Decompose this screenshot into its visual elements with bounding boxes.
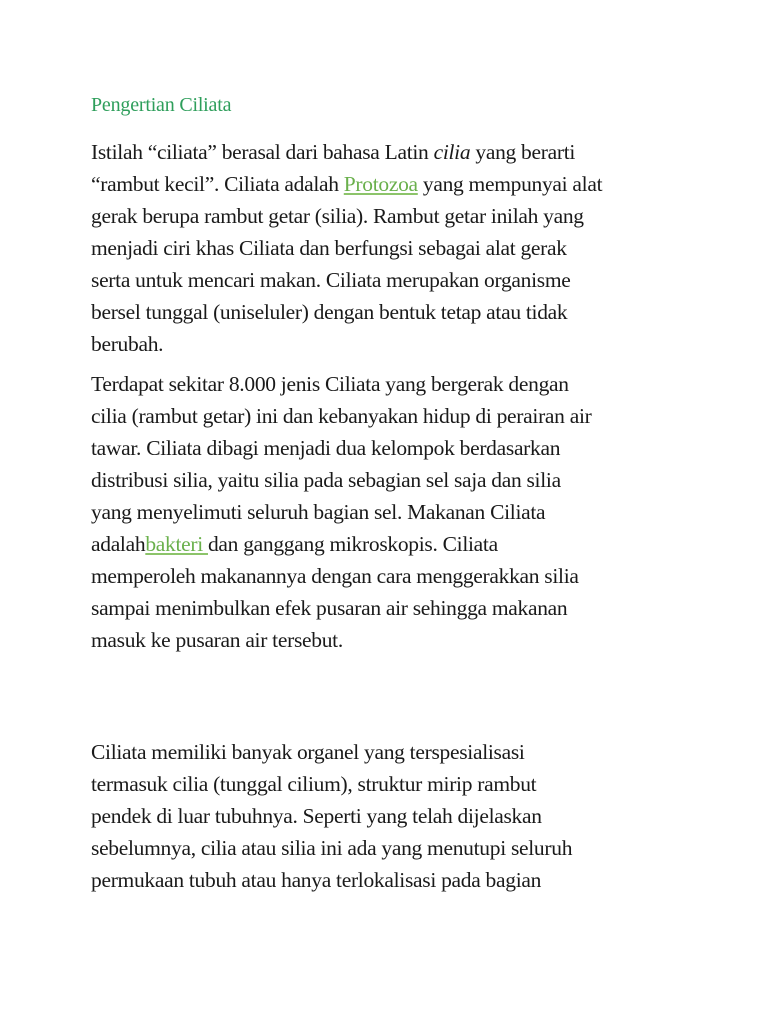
text-line [91, 232, 602, 264]
text-segment: yang menyelimuti seluruh bagian sel. Makanan Ciliata [91, 500, 546, 524]
paragraph-1 [91, 136, 602, 360]
text-segment: menjadi ciri khas Ciliata dan berfungsi sebagai alat gerak [91, 236, 567, 260]
text-segment: dan ganggang mikroskopis. Ciliata [207, 532, 498, 556]
text-segment: adalah [91, 532, 146, 556]
text-line [91, 864, 572, 896]
text-segment: distribusi silia, yaitu silia pada sebagian sel saja dan silia [91, 468, 561, 492]
text-line [91, 592, 591, 624]
text-line [91, 560, 591, 592]
text-line [91, 200, 602, 232]
paragraph-2 [91, 368, 591, 656]
text-segment: sampai menimbulkan efek pusaran air sehingga makanan [91, 596, 568, 620]
text-segment: “rambut kecil”. Ciliata adalah [91, 172, 344, 196]
text-line [91, 432, 591, 464]
text-segment: berubah. [91, 332, 164, 356]
text-segment: masuk ke pusaran air tersebut. [91, 628, 343, 652]
text-line [91, 168, 602, 200]
text-segment: sebelumnya, cilia atau silia ini ada yang menutupi seluruh [91, 836, 573, 860]
inline-link[interactable]: Protozoa [343, 172, 418, 196]
section-heading: Pengertian Ciliata [91, 94, 232, 116]
text-segment: cilia (rambut getar) ini dan kebanyakan hidup di perairan air [91, 404, 592, 428]
text-segment: pendek di luar tubuhnya. Seperti yang telah dijelaskan [91, 804, 542, 828]
text-line [91, 832, 572, 864]
text-line [91, 400, 591, 432]
text-segment: bersel tunggal (uniseluler) dengan bentuk tetap atau tidak [91, 300, 568, 324]
text-line [91, 624, 591, 656]
text-segment: Istilah “ciliata” berasal dari bahasa Latin [91, 140, 434, 164]
text-segment: termasuk cilia (tunggal cilium), struktur mirip rambut [91, 772, 537, 796]
text-segment: serta untuk mencari makan. Ciliata merupakan organisme [91, 268, 571, 292]
text-line [91, 736, 572, 768]
paragraph-3 [91, 736, 572, 896]
text-line [91, 464, 591, 496]
text-line [91, 264, 602, 296]
text-segment: tawar. Ciliata dibagi menjadi dua kelompok berdasarkan [91, 436, 561, 460]
text-segment: gerak berupa rambut getar (silia). Rambut getar inilah yang [91, 204, 584, 228]
text-line [91, 768, 572, 800]
text-line [91, 800, 572, 832]
text-line [91, 528, 591, 560]
inline-link[interactable]: bakteri [145, 532, 208, 556]
text-line [91, 296, 602, 328]
text-line [91, 136, 602, 168]
text-line [91, 328, 602, 360]
text-segment: yang mempunyai alat [417, 172, 603, 196]
text-segment: Terdapat sekitar 8.000 jenis Ciliata yang bergerak dengan [91, 372, 569, 396]
text-segment: permukaan tubuh atau hanya terlokalisasi pada bagian [91, 868, 542, 892]
italic-term: cilia [433, 140, 471, 164]
text-segment: Ciliata memiliki banyak organel yang terspesialisasi [91, 740, 525, 764]
text-segment: memperoleh makanannya dengan cara menggerakkan silia [91, 564, 579, 588]
text-line [91, 496, 591, 528]
text-line [91, 368, 591, 400]
text-segment: yang berarti [470, 140, 576, 164]
